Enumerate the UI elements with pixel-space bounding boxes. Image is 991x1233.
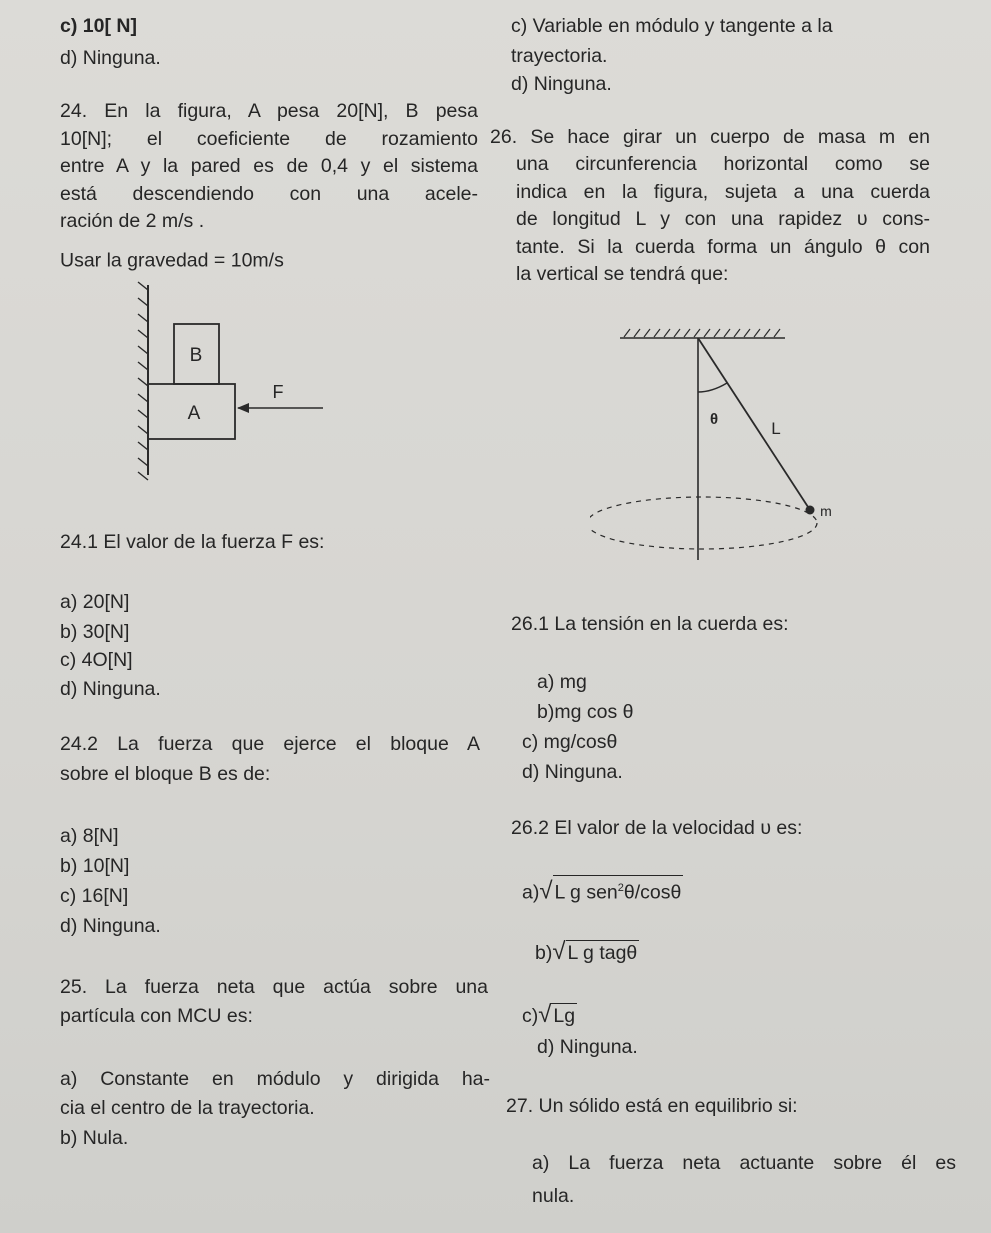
q26-1-option-b: b)mg cos θ xyxy=(537,701,634,723)
q24-2-option-b: b) 10[N] xyxy=(60,855,130,877)
q26-2-option-a: a)√ L g sen$^2$θ/cosθ xyxy=(522,875,683,905)
length-label: L xyxy=(771,419,781,438)
q26-1-option-a: a) mg xyxy=(537,671,587,693)
theta-label: θ xyxy=(709,411,719,428)
q27-option-a-line2: nula. xyxy=(532,1185,575,1207)
q26-figure xyxy=(590,320,850,570)
q24-1-stem: 24.1 El valor de la fuerza F es: xyxy=(60,531,325,553)
q24-gravity-note: Usar la gravedad = 10m/s xyxy=(60,249,284,272)
q26-2-option-b: b)√ L g tagθ xyxy=(535,938,638,965)
q26-2-stem: 26.2 El valor de la velocidad υ es: xyxy=(511,817,803,839)
q24-line: está descendiendo con una acele- xyxy=(60,182,478,205)
q24-line: 24. En la figura, A pesa 20[N], B pesa xyxy=(60,100,478,122)
q24-line: entre A y la pared es de 0,4 y el sistema xyxy=(60,155,478,177)
q26-1-option-c: c) mg/cosθ xyxy=(522,731,618,753)
q26-1-stem: 26.1 La tensión en la cuerda es: xyxy=(511,613,789,635)
q26-line: la vertical se tendrá que: xyxy=(516,263,729,285)
q24-2-option-d: d) Ninguna. xyxy=(60,915,161,937)
q24-2-line: 24.2 La fuerza que ejerce el bloque A xyxy=(60,733,480,755)
q25-line: a) Constante en módulo y dirigida ha- xyxy=(60,1068,490,1090)
block-b-label: B xyxy=(189,345,203,366)
mass-point xyxy=(806,506,815,515)
q25-option-a-line2: cia el centro de la trayectoria. xyxy=(60,1097,315,1119)
q26-statement-cont xyxy=(516,151,930,289)
q27-option-a-line1 xyxy=(532,1150,956,1178)
q26-2-option-d: d) Ninguna. xyxy=(537,1036,638,1058)
q24-figure xyxy=(118,280,338,490)
q24-line: 10[N]; el coeficiente de rozamiento xyxy=(60,127,478,150)
q22-option-d: d) Ninguna. xyxy=(511,73,612,95)
q22-option-c-line2: trayectoria. xyxy=(511,45,608,67)
block-a-label: A xyxy=(187,403,201,424)
q25-stem-line2: partícula con MCU es: xyxy=(60,1005,253,1027)
q26-line: indica en la figura, sujeta a una cuerda xyxy=(516,180,930,203)
q27-line: a) La fuerza neta actuante sobre él es xyxy=(532,1152,956,1174)
circular-path xyxy=(590,497,817,549)
force-arrow-head xyxy=(237,403,249,413)
q24-1-option-b: b) 30[N] xyxy=(60,621,130,643)
q22-option-c-line1: c) Variable en módulo y tangente a la xyxy=(511,15,833,37)
q25-stem xyxy=(60,974,488,1002)
q24-2-option-a: a) 8[N] xyxy=(60,825,119,847)
q25-option-b: b) Nula. xyxy=(60,1127,129,1149)
q24-line: ración de 2 m/s . xyxy=(60,210,205,232)
q25-option-a-line1 xyxy=(60,1066,490,1094)
q24-1-option-d: d) Ninguna. xyxy=(60,678,161,700)
option-label: b) xyxy=(535,942,553,964)
force-label: F xyxy=(272,382,284,402)
q23-option-d: d) Ninguna. xyxy=(60,47,161,69)
q26-line: de longitud L y con una rapidez υ cons- xyxy=(516,208,930,230)
mass-label: m xyxy=(820,503,832,519)
option-label: a) xyxy=(522,881,540,904)
radicand: L g tagθ xyxy=(567,942,638,964)
q24-2-option-c: c) 16[N] xyxy=(60,885,129,907)
ceiling-hatching xyxy=(624,329,780,337)
q26-1-option-d: d) Ninguna. xyxy=(522,761,623,783)
wall-hatching xyxy=(138,282,148,480)
q26-statement xyxy=(490,124,930,152)
q26-line: 26. Se hace girar un cuerpo de masa m en xyxy=(490,126,930,148)
q24-1-option-a: a) 20[N] xyxy=(60,591,130,613)
q24-2-stem xyxy=(60,731,480,759)
q24-statement xyxy=(60,98,478,236)
radicand: Lg xyxy=(553,1005,576,1027)
angle-arc xyxy=(698,383,727,392)
radicand: L g sen$^2$θ/cosθ xyxy=(553,875,684,905)
q26-line: una circunferencia horizontal como se xyxy=(516,153,930,175)
q27-stem: 27. Un sólido está en equilibrio si: xyxy=(506,1095,798,1117)
q24-1-option-c: c) 4O[N] xyxy=(60,649,133,671)
q24-2-stem-line2: sobre el bloque B es de: xyxy=(60,763,271,785)
q26-2-option-c: c)√ Lg xyxy=(522,1001,576,1028)
q25-line: 25. La fuerza neta que actúa sobre una xyxy=(60,976,488,998)
q23-option-c: c) 10[ N] xyxy=(60,15,137,37)
q26-line: tante. Si la cuerda forma un ángulo θ con xyxy=(516,235,930,258)
option-label: c) xyxy=(522,1005,539,1027)
